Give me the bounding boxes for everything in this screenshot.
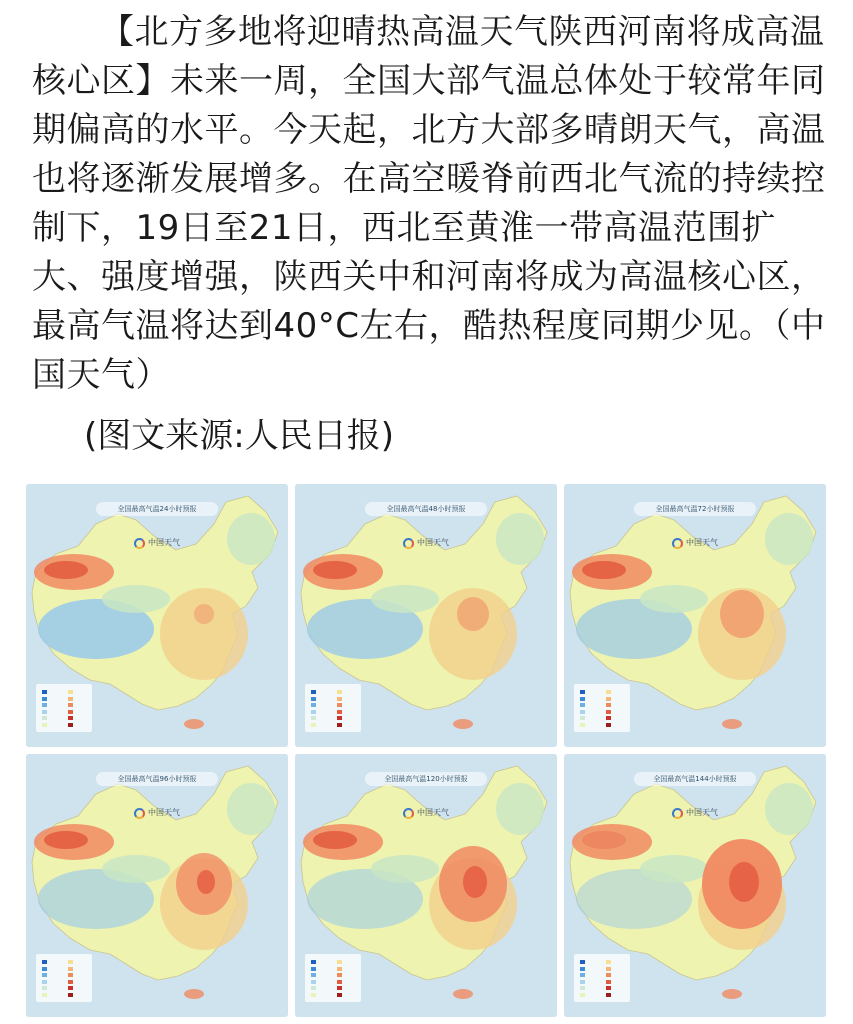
- forecast-map-72h[interactable]: [564, 484, 826, 747]
- xinjiang-core-heat: [582, 831, 626, 849]
- article-text: [32, 8, 832, 400]
- central-extreme-heat: [463, 866, 487, 898]
- article-source: (图文来源:人民日报): [84, 416, 394, 456]
- legend-swatch: [311, 716, 316, 720]
- map-brand: [403, 806, 449, 820]
- legend-swatch: [311, 980, 316, 984]
- map-legend: [36, 684, 92, 732]
- legend-swatch: [68, 723, 73, 727]
- weather-logo-icon: [403, 538, 414, 549]
- legend-swatch: [311, 710, 316, 714]
- map-title: 全国最高气温144小时预报: [634, 772, 756, 786]
- legend-swatch: [337, 967, 342, 971]
- legend-swatch: [311, 967, 316, 971]
- legend-swatch: [580, 716, 585, 720]
- legend-swatch: [68, 986, 73, 990]
- map-legend: [305, 684, 361, 732]
- legend-swatch: [311, 723, 316, 727]
- legend-swatch: [606, 703, 611, 707]
- northeast-cool-zone: [765, 513, 813, 565]
- legend-swatch: [580, 723, 585, 727]
- legend-swatch: [42, 993, 47, 997]
- legend-swatch: [580, 986, 585, 990]
- legend-swatch: [580, 697, 585, 701]
- hainan-island: [722, 989, 742, 999]
- legend-swatch: [337, 980, 342, 984]
- qinghai-cool-zone: [640, 855, 708, 883]
- legend-swatch: [580, 973, 585, 977]
- brand-label: 中国天气: [686, 538, 718, 547]
- hainan-island: [722, 719, 742, 729]
- brand-label: 中国天气: [417, 538, 449, 547]
- legend-swatch: [42, 973, 47, 977]
- legend-swatch: [42, 703, 47, 707]
- legend-swatch: [311, 960, 316, 964]
- legend-swatch: [606, 973, 611, 977]
- central-extreme-heat: [729, 862, 759, 902]
- legend-swatch: [42, 967, 47, 971]
- legend-swatch: [606, 960, 611, 964]
- map-legend: [574, 684, 630, 732]
- map-brand: [672, 806, 718, 820]
- legend-swatch: [580, 967, 585, 971]
- legend-swatch: [606, 993, 611, 997]
- map-legend: [36, 954, 92, 1002]
- legend-swatch: [606, 697, 611, 701]
- legend-swatch: [580, 960, 585, 964]
- legend-swatch: [311, 986, 316, 990]
- legend-swatch: [42, 723, 47, 727]
- forecast-map-120h[interactable]: [295, 754, 557, 1017]
- legend-swatch: [580, 710, 585, 714]
- qinghai-cool-zone: [371, 585, 439, 613]
- legend-swatch: [42, 716, 47, 720]
- legend-swatch: [337, 723, 342, 727]
- legend-swatch: [580, 980, 585, 984]
- central-heat-core: [457, 597, 489, 631]
- xinjiang-core-heat: [582, 561, 626, 579]
- legend-swatch: [337, 710, 342, 714]
- legend-swatch: [68, 980, 73, 984]
- central-extreme-heat: [197, 870, 215, 894]
- map-brand: [134, 536, 180, 550]
- legend-swatch: [337, 960, 342, 964]
- xinjiang-core-heat: [44, 831, 88, 849]
- legend-swatch: [42, 710, 47, 714]
- legend-swatch: [42, 986, 47, 990]
- legend-swatch: [68, 993, 73, 997]
- forecast-map-144h[interactable]: [564, 754, 826, 1017]
- legend-swatch: [337, 993, 342, 997]
- qinghai-cool-zone: [102, 855, 170, 883]
- legend-swatch: [580, 690, 585, 694]
- legend-swatch: [68, 716, 73, 720]
- northeast-cool-zone: [227, 513, 275, 565]
- map-title: 全国最高气温96小时预报: [96, 772, 218, 786]
- legend-swatch: [337, 703, 342, 707]
- map-brand: [403, 536, 449, 550]
- legend-swatch: [42, 690, 47, 694]
- map-title: 全国最高气温48小时预报: [365, 502, 487, 516]
- map-brand: [134, 806, 180, 820]
- forecast-map-24h[interactable]: [26, 484, 288, 747]
- xinjiang-core-heat: [313, 561, 357, 579]
- map-legend: [574, 954, 630, 1002]
- brand-label: 中国天气: [686, 808, 718, 817]
- legend-swatch: [311, 697, 316, 701]
- legend-swatch: [337, 986, 342, 990]
- northeast-cool-zone: [496, 513, 544, 565]
- legend-swatch: [68, 967, 73, 971]
- map-title: 全国最高气温72小时预报: [634, 502, 756, 516]
- northeast-cool-zone: [227, 783, 275, 835]
- legend-swatch: [311, 973, 316, 977]
- weather-logo-icon: [672, 808, 683, 819]
- qinghai-cool-zone: [371, 855, 439, 883]
- xinjiang-core-heat: [313, 831, 357, 849]
- legend-swatch: [606, 986, 611, 990]
- legend-swatch: [606, 690, 611, 694]
- map-legend: [305, 954, 361, 1002]
- brand-label: 中国天气: [417, 808, 449, 817]
- hainan-island: [453, 719, 473, 729]
- weather-logo-icon: [134, 808, 145, 819]
- legend-swatch: [311, 703, 316, 707]
- legend-swatch: [68, 697, 73, 701]
- weather-logo-icon: [672, 538, 683, 549]
- legend-swatch: [311, 690, 316, 694]
- forecast-map-96h[interactable]: [26, 754, 288, 1017]
- forecast-map-48h[interactable]: [295, 484, 557, 747]
- legend-swatch: [68, 960, 73, 964]
- northeast-cool-zone: [765, 783, 813, 835]
- legend-swatch: [68, 710, 73, 714]
- weather-logo-icon: [403, 808, 414, 819]
- hainan-island: [453, 989, 473, 999]
- legend-swatch: [311, 993, 316, 997]
- legend-swatch: [42, 697, 47, 701]
- legend-swatch: [606, 723, 611, 727]
- qinghai-cool-zone: [640, 585, 708, 613]
- hainan-island: [184, 719, 204, 729]
- legend-swatch: [42, 960, 47, 964]
- east-warm-zone: [160, 588, 248, 680]
- qinghai-cool-zone: [102, 585, 170, 613]
- weather-logo-icon: [134, 538, 145, 549]
- legend-swatch: [606, 967, 611, 971]
- forecast-map-grid: [26, 484, 826, 1014]
- legend-swatch: [580, 703, 585, 707]
- legend-swatch: [42, 980, 47, 984]
- central-heat-core: [720, 590, 764, 638]
- legend-swatch: [337, 690, 342, 694]
- legend-swatch: [606, 716, 611, 720]
- legend-swatch: [337, 973, 342, 977]
- map-title: 全国最高气温120小时预报: [365, 772, 487, 786]
- legend-swatch: [606, 980, 611, 984]
- legend-swatch: [337, 697, 342, 701]
- brand-label: 中国天气: [148, 538, 180, 547]
- xinjiang-core-heat: [44, 561, 88, 579]
- legend-swatch: [580, 993, 585, 997]
- central-heat-core: [194, 604, 214, 624]
- hainan-island: [184, 989, 204, 999]
- legend-swatch: [68, 690, 73, 694]
- legend-swatch: [337, 716, 342, 720]
- legend-swatch: [606, 710, 611, 714]
- legend-swatch: [68, 703, 73, 707]
- map-brand: [672, 536, 718, 550]
- brand-label: 中国天气: [148, 808, 180, 817]
- legend-swatch: [68, 973, 73, 977]
- northeast-cool-zone: [496, 783, 544, 835]
- map-title: 全国最高气温24小时预报: [96, 502, 218, 516]
- article-paragraph: 【北方多地将迎晴热高温天气陕西河南将成高温核心区】未来一周，全国大部气温总体处于较常年同期偏高的水平。今天起，北方大部多晴朗天气，高温也将逐渐发展增多。在高空暖脊前西北气流的持续控制下，19日至21日，西北至黄淮一带高温范围扩大、强度增强，陕西关中和河南将成为高温核心区，最高气温将达到40°C左右，酷热程度同期少见。（中国天气）: [32, 12, 826, 395]
